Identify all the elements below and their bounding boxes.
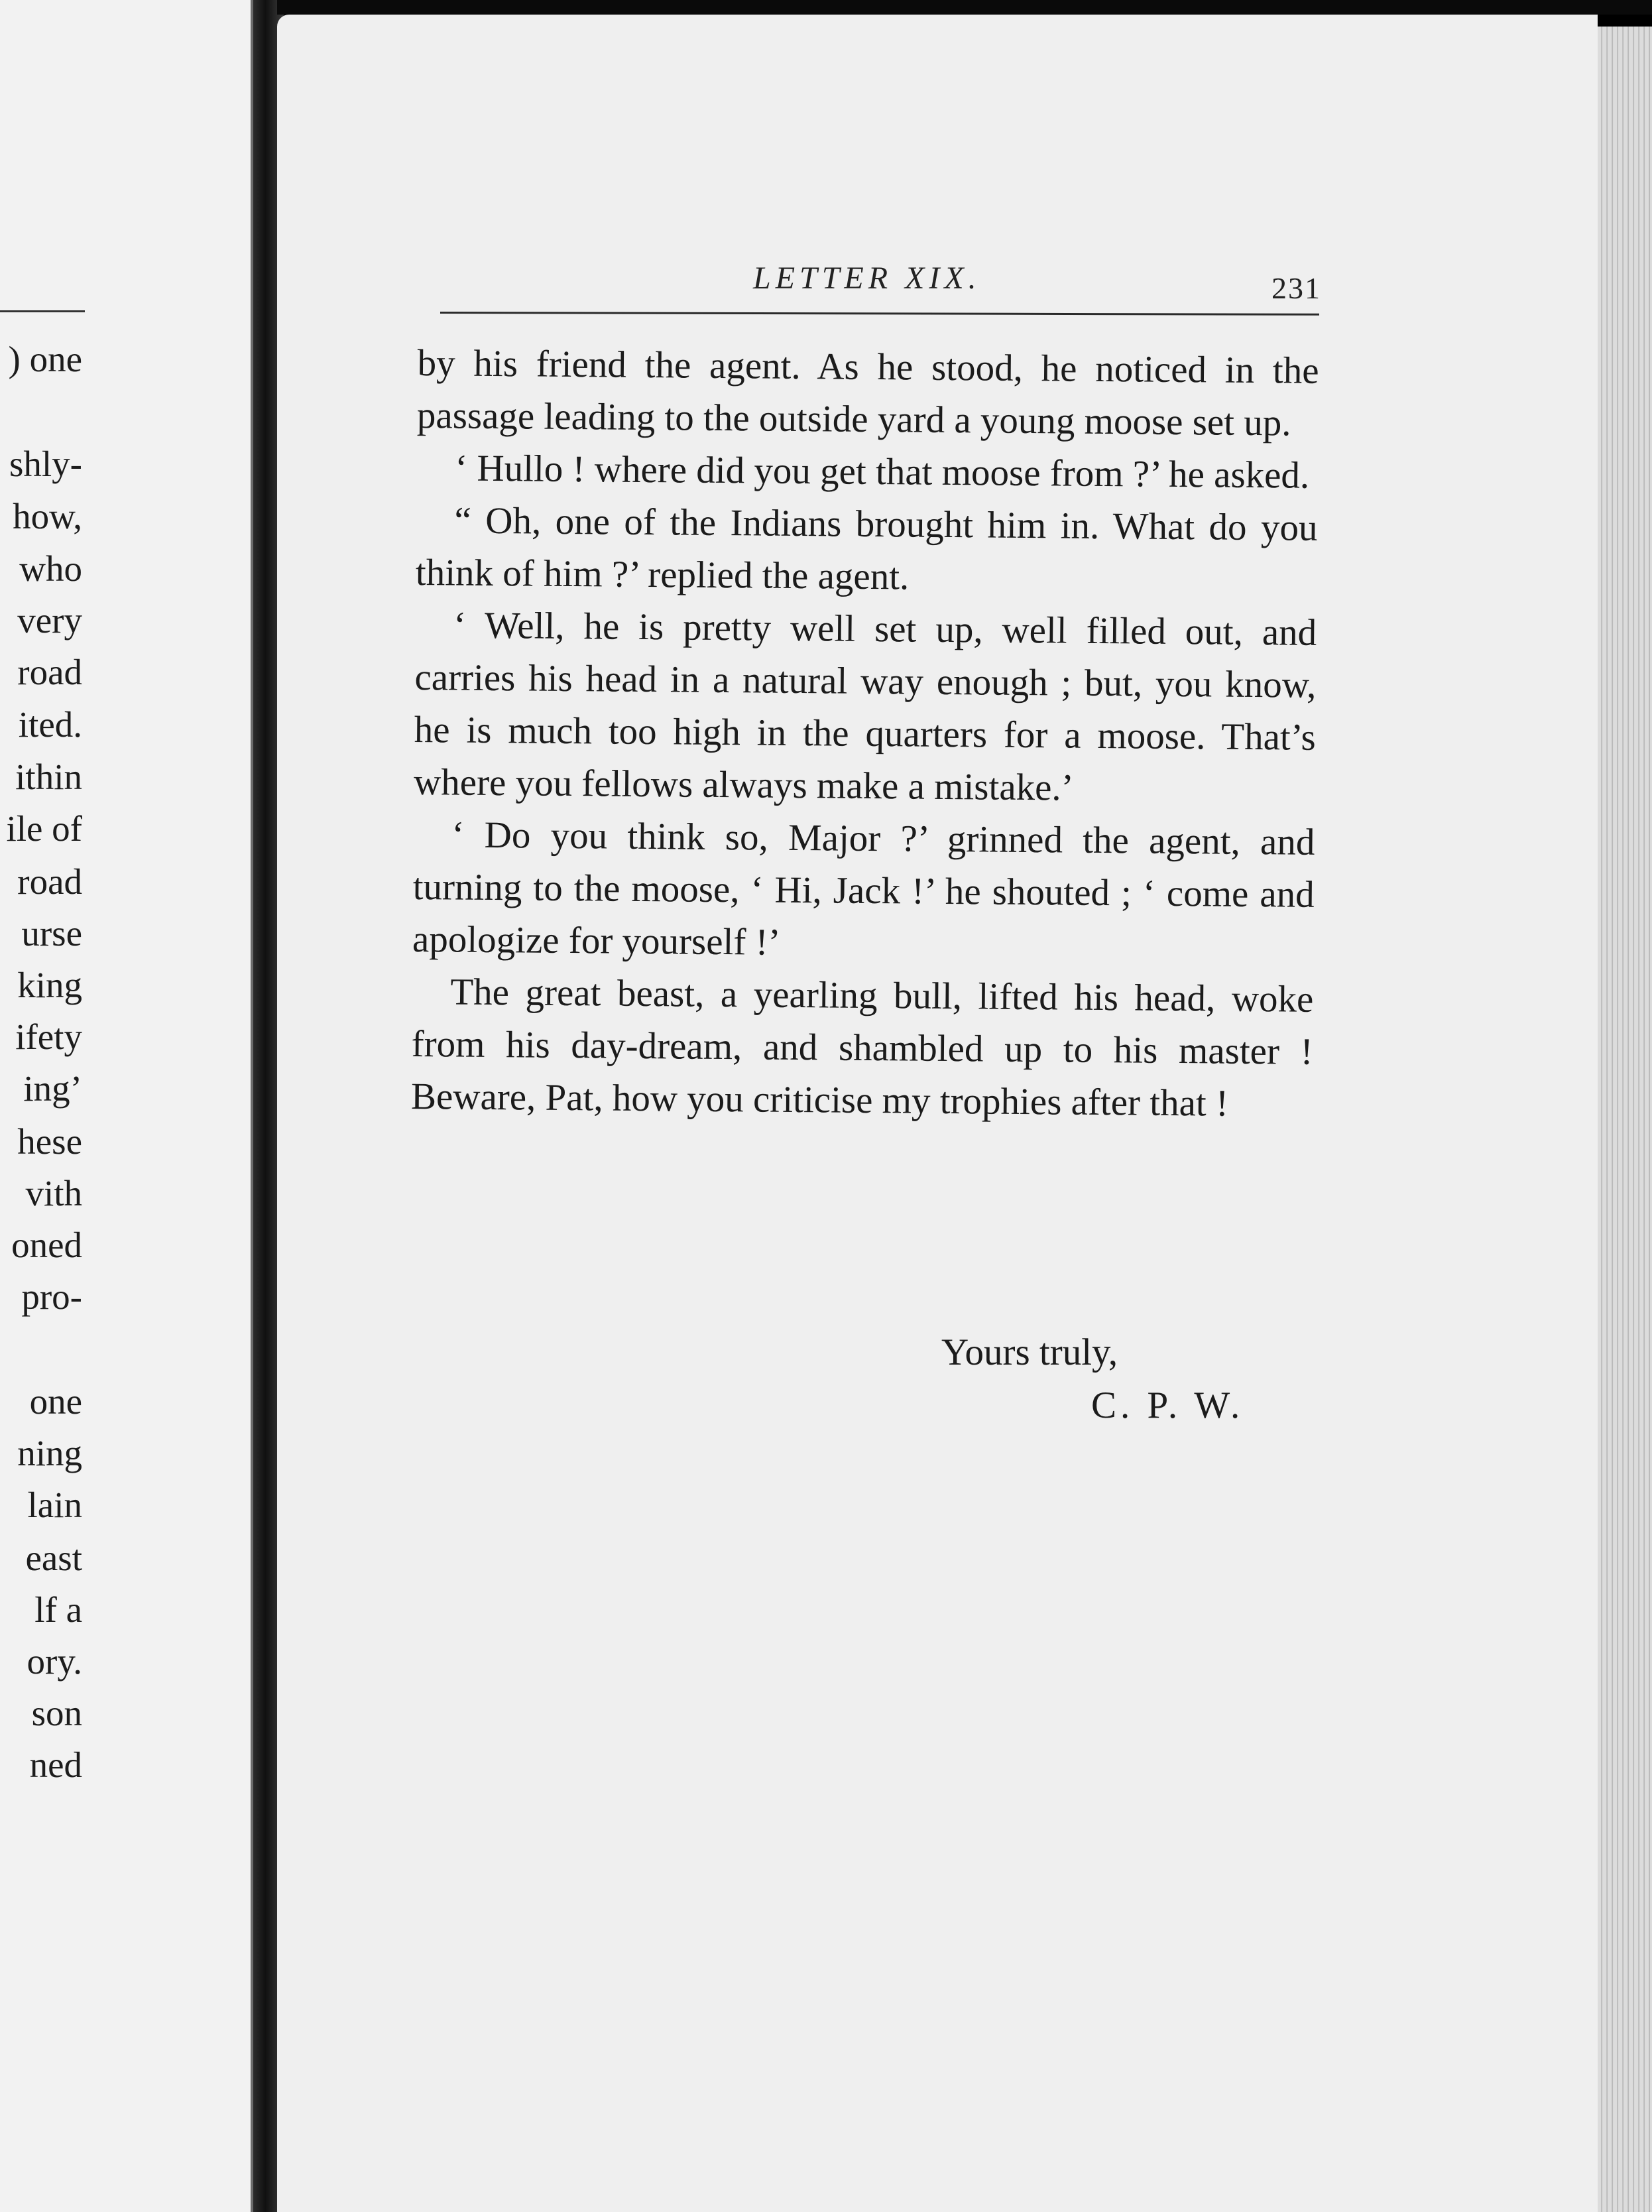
- paragraph: by his friend the agent. As he stood, he noticed in the passage leading to the outside yard a young moose set up.: [416, 341, 1319, 444]
- left-fragment: one: [29, 1381, 82, 1422]
- left-fragment: lf a: [34, 1589, 82, 1630]
- left-fragment: ned: [29, 1745, 82, 1785]
- paragraph: ‘ Hullo ! where did you get that moose from ?’ he asked.: [454, 447, 1310, 497]
- scan-top-border: [277, 0, 1652, 15]
- left-fragment: who: [19, 548, 82, 589]
- left-fragment: very: [17, 600, 82, 641]
- left-fragment: ithin: [15, 757, 82, 797]
- closing: Yours truly,: [941, 1331, 1118, 1373]
- left-fragment: hese: [17, 1121, 82, 1162]
- paragraph: ‘ Do you think so, Major ?’ grinned the agent, and turning to the moose, ‘ Hi, Jack !’ he shouted ; ‘ come and apologize for yourself !’: [412, 814, 1315, 963]
- left-fragment: urse: [21, 913, 82, 953]
- left-fragment: pro-: [21, 1276, 82, 1317]
- paragraph: “ Oh, one of the Indians brought him in. What do you think of him ?’ replied the agent.: [415, 499, 1318, 598]
- left-fragment: king: [17, 965, 82, 1005]
- left-fragment: ning: [17, 1433, 82, 1473]
- left-fragment: son: [31, 1693, 82, 1733]
- paragraph: ‘ Well, he is pretty well set up, well filled out, and carries his head in a natural way enough ; but, you know, he is much too high in the quarters for a moose. That’s where you fellows always make a mistake.’: [413, 604, 1317, 809]
- letter-body: [411, 337, 1319, 1131]
- left-fragment: how,: [13, 496, 82, 536]
- signoff: [941, 1326, 1244, 1432]
- left-page: [0, 0, 253, 2212]
- left-page-rule: [0, 310, 85, 312]
- left-fragment: ing’: [23, 1068, 82, 1109]
- left-fragment: ory.: [27, 1641, 82, 1682]
- left-fragment: east: [25, 1538, 82, 1578]
- left-fragment: ile of: [6, 808, 82, 849]
- left-fragment: oned: [11, 1225, 82, 1265]
- left-fragment: road: [17, 861, 82, 902]
- page-edges: [1598, 27, 1652, 2212]
- running-head: LETTER XIX.: [753, 261, 981, 296]
- left-fragment: vith: [25, 1173, 82, 1213]
- left-fragment: ifety: [15, 1016, 82, 1057]
- paragraph: The great beast, a yearling bull, lifted his head, woke from his day-dream, and shambled up to his master ! Beware, Pat, how you criticise my trophies after that !: [410, 971, 1314, 1125]
- left-fragment: ) one: [8, 339, 82, 379]
- page-number: 231: [1271, 271, 1321, 305]
- left-fragment: road: [17, 652, 82, 692]
- left-fragment: lain: [27, 1485, 82, 1525]
- left-fragment: shly-: [9, 444, 82, 484]
- signature: C. P. W.: [1091, 1384, 1244, 1426]
- left-fragment: ited.: [18, 704, 82, 745]
